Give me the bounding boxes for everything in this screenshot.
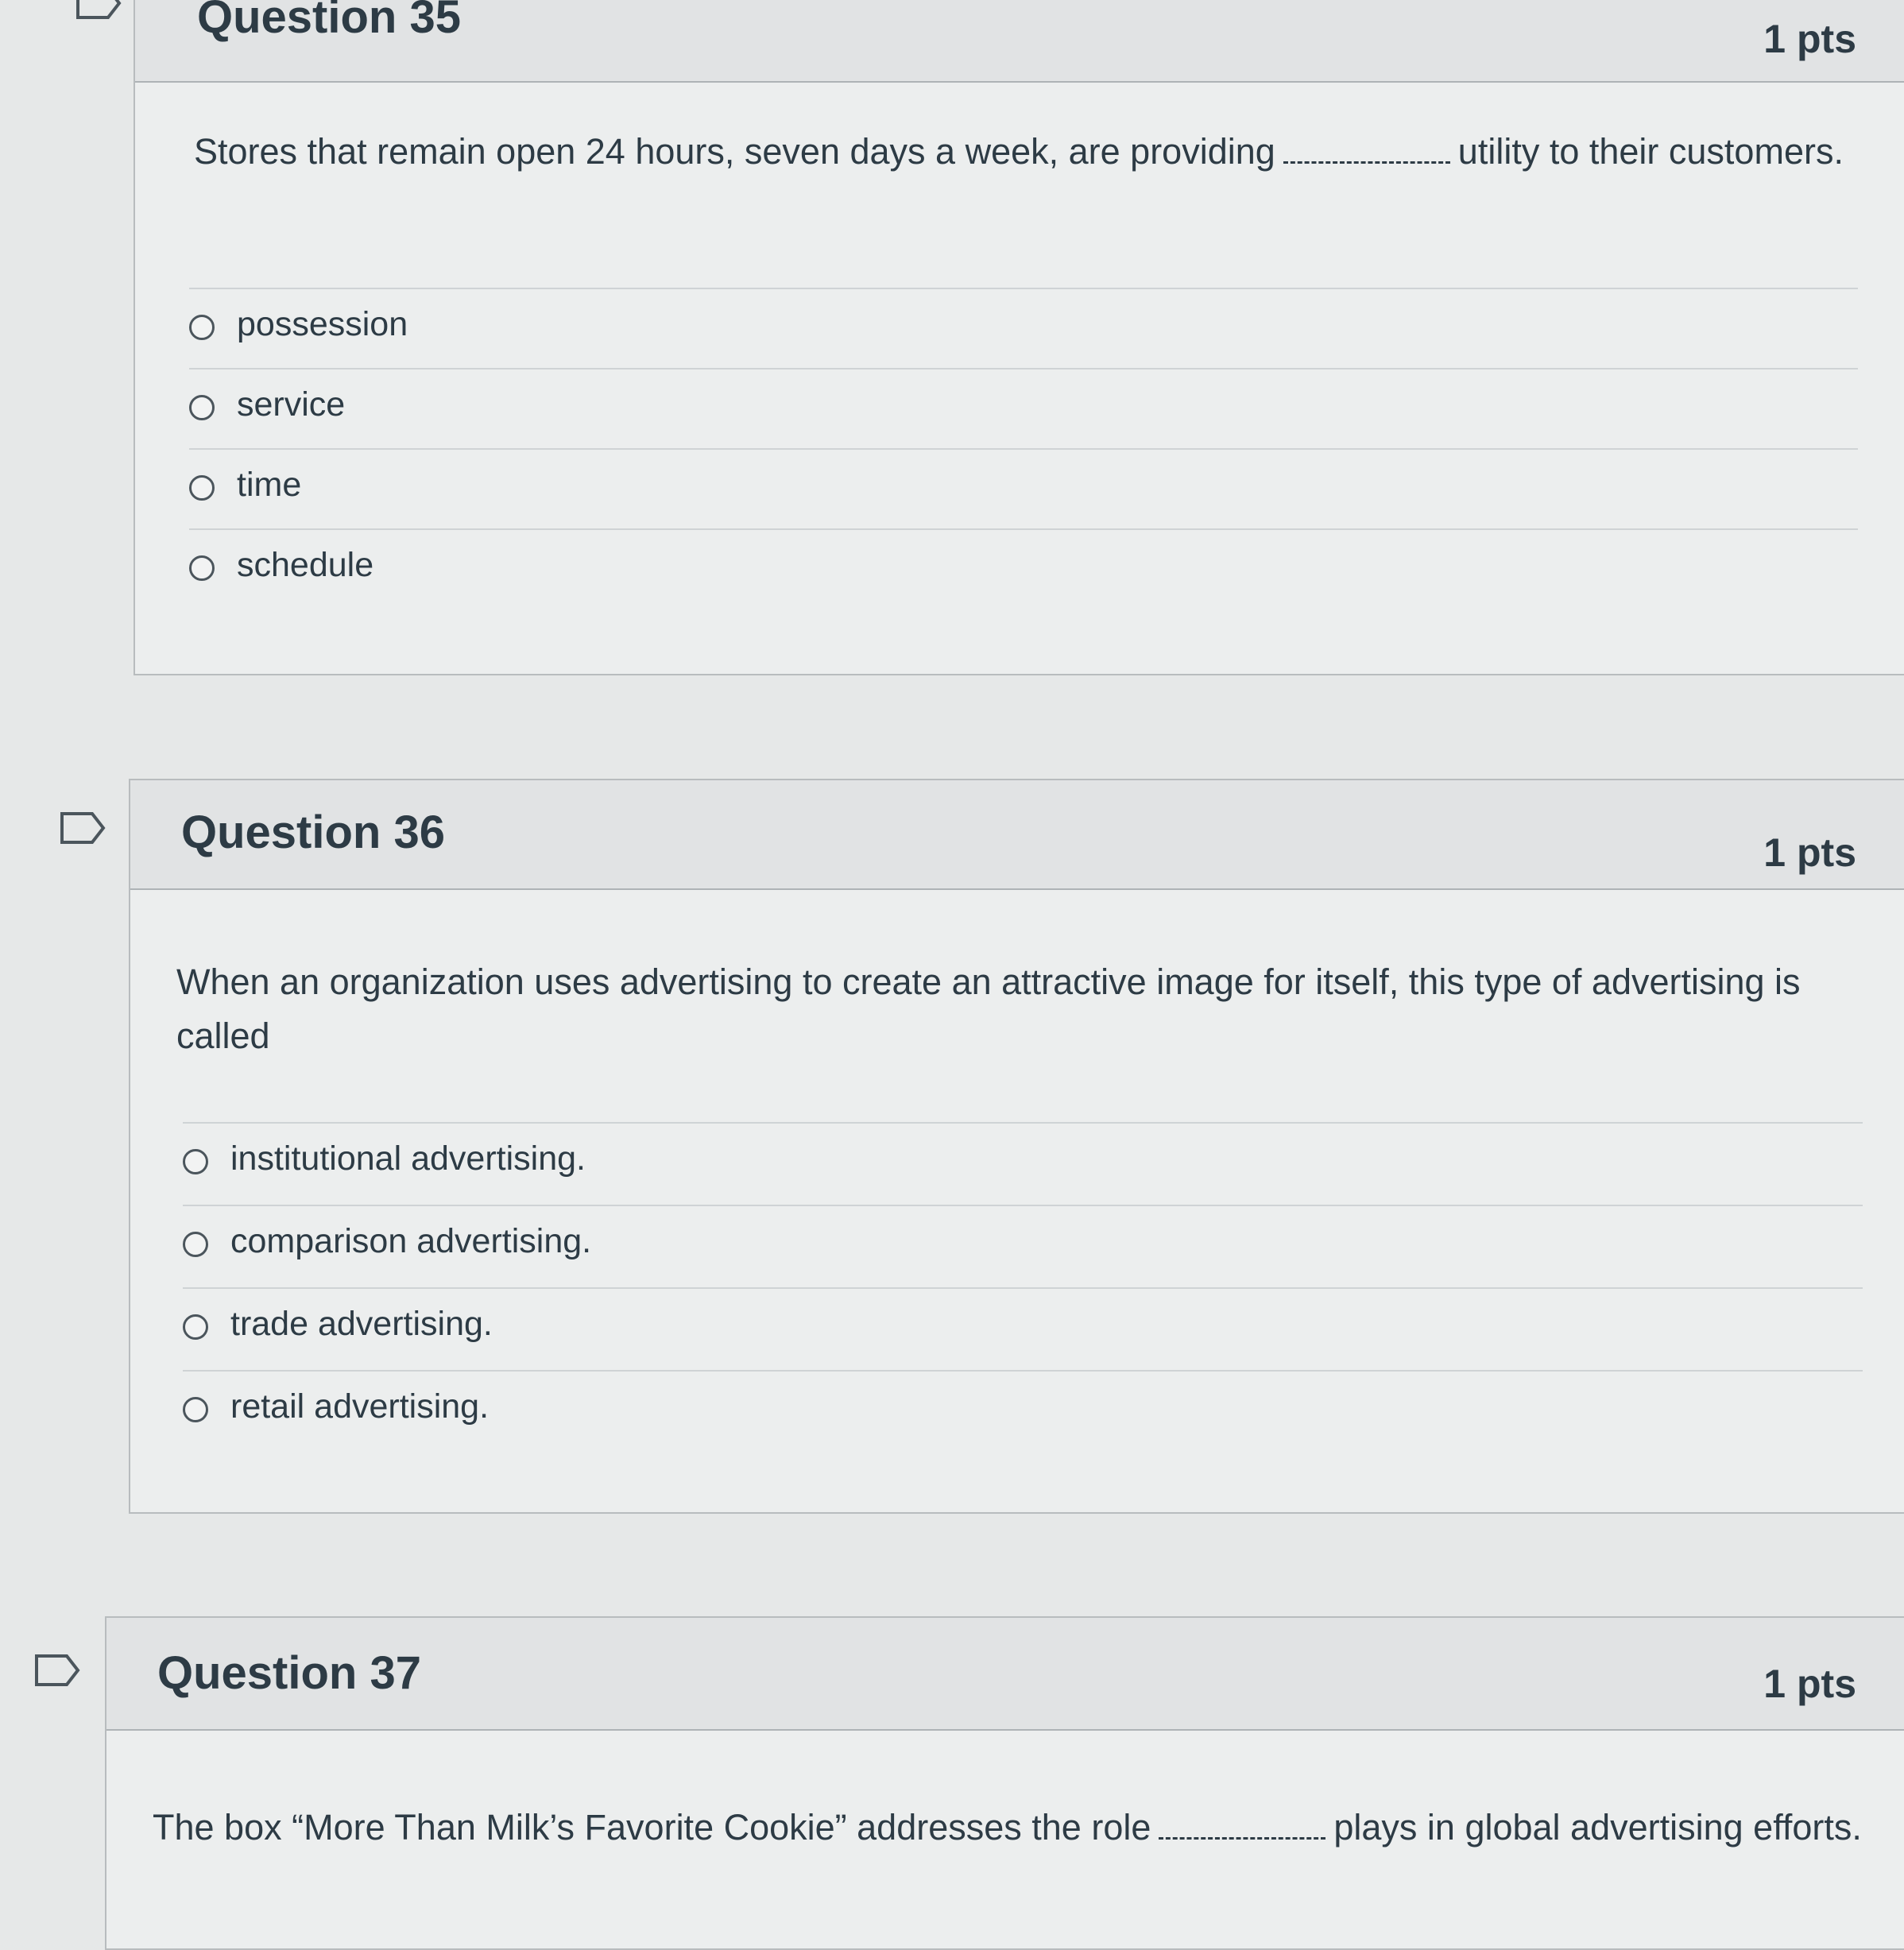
answer-option[interactable] xyxy=(189,368,1858,448)
fill-blank xyxy=(1283,161,1450,164)
answer-label: retail advertising. xyxy=(230,1387,490,1426)
radio-unselected-icon[interactable] xyxy=(183,1149,208,1174)
fill-blank xyxy=(1159,1837,1325,1840)
flag-question-36-icon[interactable] xyxy=(59,811,106,845)
answer-option[interactable] xyxy=(189,448,1858,528)
question-37 xyxy=(105,1616,1904,1950)
answer-option[interactable] xyxy=(183,1205,1863,1287)
radio-unselected-icon[interactable] xyxy=(189,555,215,581)
flag-question-37-icon[interactable] xyxy=(33,1653,81,1688)
question-header xyxy=(106,1618,1904,1731)
answer-option[interactable] xyxy=(183,1287,1863,1370)
answer-option[interactable] xyxy=(189,528,1858,609)
answer-label: possession xyxy=(237,305,408,343)
question-35 xyxy=(134,0,1904,675)
answer-label: comparison advertising. xyxy=(230,1222,592,1260)
radio-unselected-icon[interactable] xyxy=(189,475,215,501)
question-text-part1: The box “More Than Milk’s Favorite Cookie” addresses the role xyxy=(153,1807,1151,1847)
radio-unselected-icon[interactable] xyxy=(183,1397,208,1422)
question-36 xyxy=(129,779,1904,1514)
radio-unselected-icon[interactable] xyxy=(183,1314,208,1340)
radio-unselected-icon[interactable] xyxy=(189,315,215,340)
question-text: When an organization uses advertising to create an attractive image for itself, this type of advertising is called xyxy=(176,961,1801,1056)
answer-option[interactable] xyxy=(183,1122,1863,1205)
question-points: 1 pts xyxy=(1763,17,1856,61)
question-text-part2: plays in global advertising efforts. xyxy=(1333,1807,1862,1847)
answer-label: time xyxy=(237,466,302,504)
question-text-part2: utility to their customers. xyxy=(1457,131,1844,172)
question-title: Question 35 xyxy=(197,0,461,43)
question-header xyxy=(135,0,1904,83)
question-text-part1: Stores that remain open 24 hours, seven days a week, are providing xyxy=(194,131,1275,172)
question-text xyxy=(194,125,1847,179)
flag-question-35-icon[interactable] xyxy=(75,0,122,21)
radio-unselected-icon[interactable] xyxy=(189,395,215,420)
question-points: 1 pts xyxy=(1763,830,1856,875)
question-title: Question 37 xyxy=(157,1647,421,1699)
question-header xyxy=(130,780,1904,890)
answer-option[interactable] xyxy=(189,288,1858,368)
radio-unselected-icon[interactable] xyxy=(183,1232,208,1257)
answer-list xyxy=(189,288,1858,609)
answer-label: service xyxy=(237,385,346,424)
answer-label: institutional advertising. xyxy=(230,1139,586,1178)
answer-label: schedule xyxy=(237,546,374,584)
answer-list xyxy=(183,1122,1863,1453)
answer-option[interactable] xyxy=(183,1370,1863,1453)
question-points: 1 pts xyxy=(1763,1662,1856,1706)
question-text xyxy=(153,1801,1877,1855)
question-title: Question 36 xyxy=(181,807,445,858)
answer-label: trade advertising. xyxy=(230,1305,493,1343)
